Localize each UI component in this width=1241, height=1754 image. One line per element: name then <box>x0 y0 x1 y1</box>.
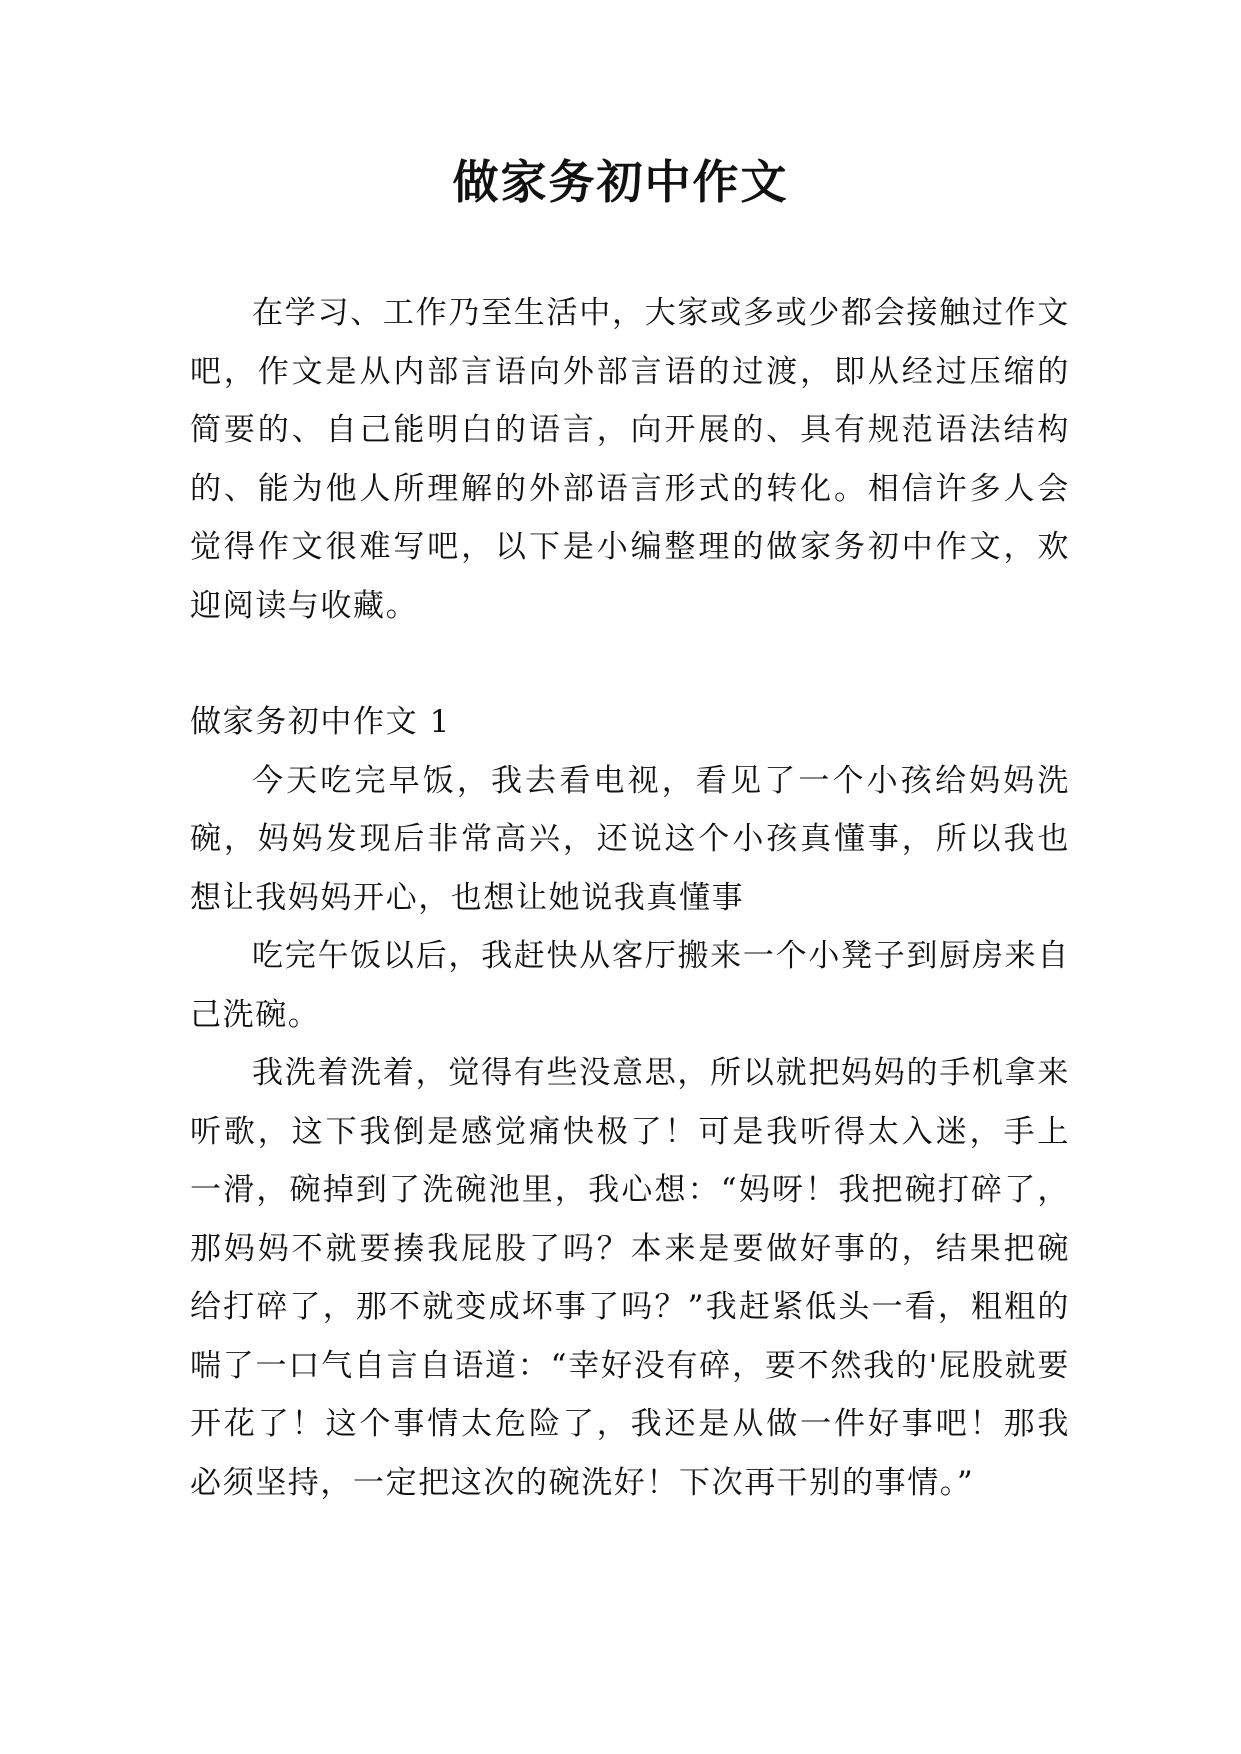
essay-paragraph-3: 我洗着洗着，觉得有些没意思，所以就把妈妈的手机拿来听歌，这下我倒是感觉痛快极了！可是我听得太入迷，手上一滑，碗掉到了洗碗池里，我心想：“妈呀！我把碗打碎了，那妈妈不就要揍我屁股了吗？本来是要做好事的，结果把碗给打碎了，那不就变成坏事了吗？”我赶紧低头一看，粗粗的喘了一口气自言自语道：“幸好没有碎，要不然我的'屁股就要开花了！这个事情太危险了，我还是从做一件好事吧！那我必须坚持，一定把这次的碗洗好！下次再干别的事情。” <box>190 1055 1070 1501</box>
page-title: 做家务初中作文 <box>452 155 789 209</box>
essay-heading: 做家务初中作文 1 <box>190 704 451 740</box>
document-body <box>190 284 1070 1512</box>
intro-paragraph: 在学习、工作乃至生活中，大家或多或少都会接触过作文吧，作文是从内部言语向外部言语的过渡，即从经过压缩的简要的、自己能明白的语言，向开展的、具有规范语法结构的、能为他人所理解的外部语言形式的转化。相信许多人会觉得作文很难写吧，以下是小编整理的做家务初中作文，欢迎阅读与收藏。 <box>190 295 1070 624</box>
essay-paragraph-1: 今天吃完早饭，我去看电视，看见了一个小孩给妈妈洗碗，妈妈发现后非常高兴，还说这个小孩真懂事，所以我也想让我妈妈开心，也想让她说我真懂事 <box>190 762 1070 916</box>
essay-paragraph-2: 吃完午饭以后，我赶快从客厅搬来一个小凳子到厨房来自己洗碗。 <box>190 938 1070 1033</box>
